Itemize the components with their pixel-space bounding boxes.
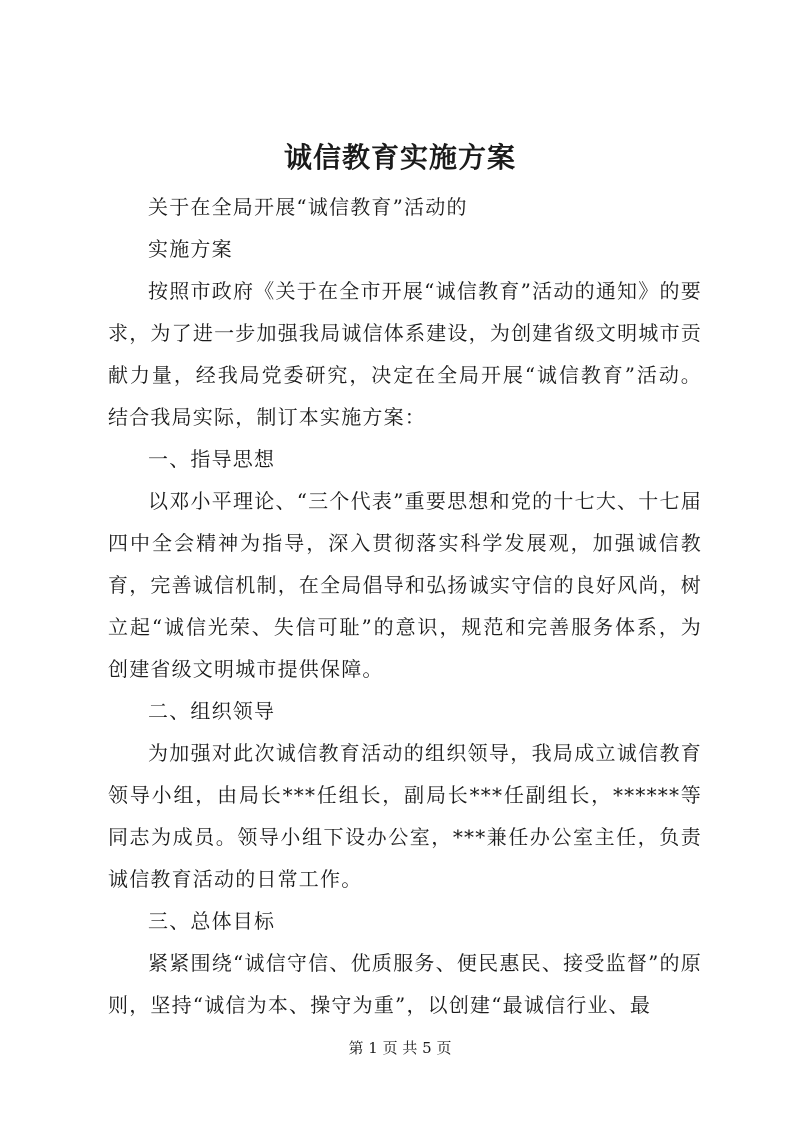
intro-line-2: 实施方案 — [148, 237, 233, 261]
page-number-footer: 第 1 页 共 5 页 — [348, 1039, 452, 1057]
document-title: 诚信教育实施方案 — [283, 141, 516, 174]
section-heading-overall-goal: 三、总体目标 — [148, 909, 276, 933]
document-body — [108, 186, 702, 1026]
guiding-ideology-paragraph: 以邓小平理论、“三个代表”重要思想和党的十七大、十七届四中全会精神为指导，深入贯彻落实科学发展观，加强诚信教育，完善诚信机制，在全局倡导和弘扬诚实守信的良好风尚，树立起“诚信光荣、失信可耻”的意识，规范和完善服务体系，为创建省级文明城市提供保障。 — [108, 489, 702, 681]
intro-line-1: 关于在全局开展“诚信教育”活动的 — [148, 195, 468, 219]
overall-goal-paragraph: 紧紧围绕“诚信守信、优质服务、便民惠民、接受监督”的原则，坚持“诚信为本、操守为重”，以创建“最诚信行业、最 — [108, 951, 702, 1017]
intro-paragraph: 按照市政府《关于在全市开展“诚信教育”活动的通知》的要求，为了进一步加强我局诚信体系建设，为创建省级文明城市贡献力量，经我局党委研究，决定在全局开展“诚信教育”活动。结合我局实际，制订本实施方案： — [108, 279, 702, 429]
organization-paragraph: 为加强对此次诚信教育活动的组织领导，我局成立诚信教育领导小组，由局长***任组长，副局长***任副组长，******等同志为成员。领导小组下设办公室，***兼任办公室主任，负责诚信教育活动的日常工作。 — [108, 741, 702, 891]
section-heading-organization: 二、组织领导 — [148, 699, 276, 723]
section-heading-guiding-ideology: 一、指导思想 — [148, 447, 276, 471]
